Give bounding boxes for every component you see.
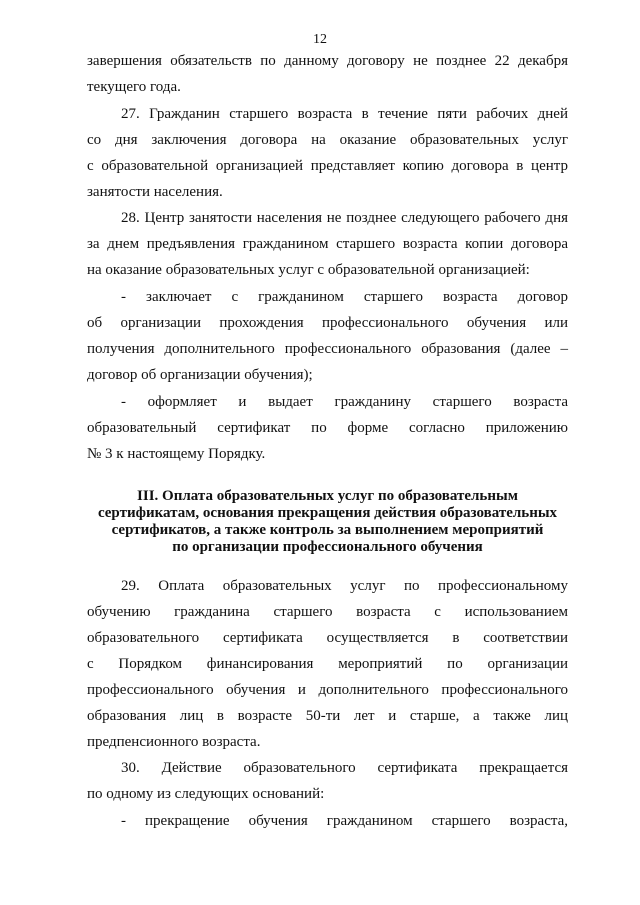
body-line: 27. Гражданин старшего возраста в течение пяти рабочих дней	[121, 106, 568, 122]
body-line: об организации прохождения профессионального обучения или	[87, 315, 568, 331]
list-item: - заключает с гражданином старшего возраста договор	[121, 289, 568, 305]
body-line: № 3 к настоящему Порядку.	[87, 446, 266, 462]
body-line: получения дополнительного профессионального образования (далее –	[87, 341, 568, 357]
page-number: 12	[313, 32, 327, 47]
body-line: договор об организации обучения);	[87, 367, 313, 383]
body-line: 28. Центр занятости населения не позднее следующего рабочего дня	[121, 210, 568, 226]
body-line: предпенсионного возраста.	[87, 734, 261, 750]
heading-line: сертификатов, а также контроль за выполнением мероприятий	[111, 522, 544, 538]
body-line: 29. Оплата образовательных услуг по профессиональному	[121, 578, 568, 594]
body-line: завершения обязательств по данному договору не позднее 22 декабря	[87, 53, 568, 69]
body-line: образовательный сертификат по форме согласно приложению	[87, 420, 568, 436]
body-line: профессионального обучения и дополнительного профессионального	[87, 682, 568, 698]
body-line: со дня заключения договора на оказание образовательных услуг	[87, 132, 568, 148]
heading-line: по организации профессионального обучения	[172, 539, 483, 555]
body-line: с образовательной организацией представляет копию договора в центр	[87, 158, 568, 174]
body-line: за днем предъявления гражданином старшего возраста копии договора	[87, 236, 568, 252]
body-line: по одному из следующих оснований:	[87, 786, 325, 802]
body-line: на оказание образовательных услуг с образовательной организацией:	[87, 262, 530, 278]
heading-line: III. Оплата образовательных услуг по образовательным	[137, 488, 518, 504]
body-line: образования лиц в возрасте 50-ти лет и старше, а также лиц	[87, 708, 568, 724]
list-item: - прекращение обучения гражданином старшего возраста,	[121, 813, 568, 829]
body-line: обучению гражданина старшего возраста с использованием	[87, 604, 568, 620]
body-line: занятости населения.	[87, 184, 223, 200]
heading-line: сертификатам, основания прекращения действия образовательных	[97, 505, 558, 521]
body-line: 30. Действие образовательного сертификата прекращается	[121, 760, 568, 776]
body-line: текущего года.	[87, 79, 181, 95]
list-item: - оформляет и выдает гражданину старшего возраста	[121, 394, 568, 410]
body-line: образовательного сертификата осуществляется в соответствии	[87, 630, 568, 646]
body-line: с Порядком финансирования мероприятий по организации	[87, 656, 568, 672]
